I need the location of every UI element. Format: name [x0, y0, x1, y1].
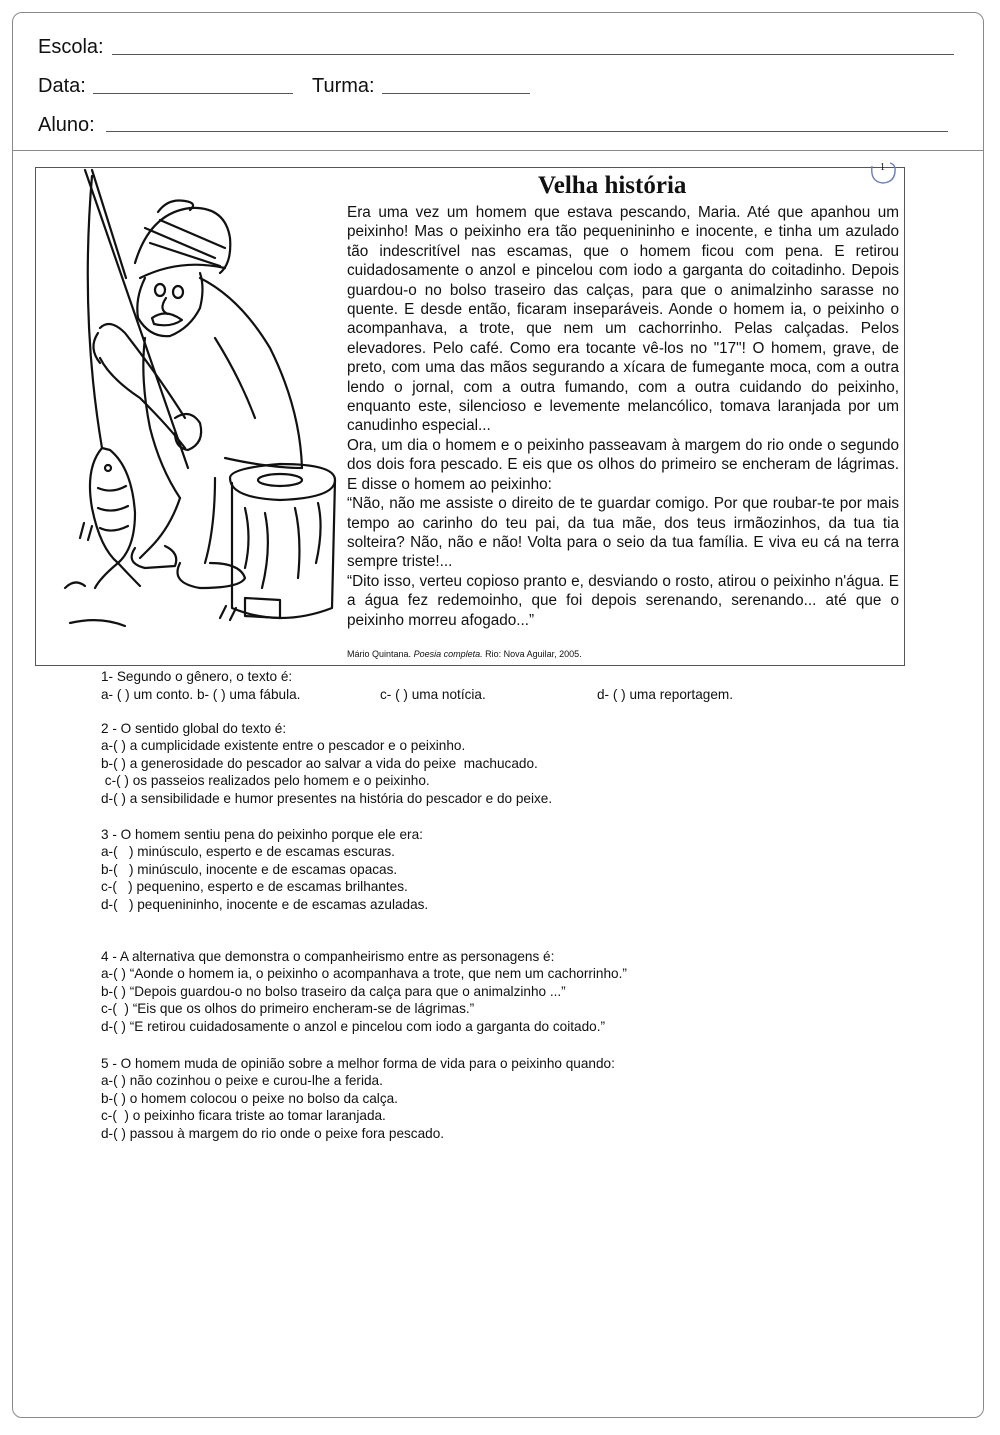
turma-field[interactable]: [382, 93, 530, 94]
aluno-field[interactable]: [106, 131, 948, 132]
question-1: [101, 668, 292, 685]
credit-publisher: Rio: Nova Aguilar, 2005.: [485, 649, 582, 659]
credit-author: Mário Quintana.: [347, 649, 412, 659]
question-option[interactable]: a-( ) a cumplicidade existente entre o pescador e o peixinho.: [101, 738, 466, 754]
question-5: [101, 1055, 615, 1142]
question-option[interactable]: c-( ) os passeios realizados pelo homem e o peixinho.: [101, 773, 430, 789]
question-prompt: 5 - O homem muda de opinião sobre a melhor forma de vida para o peixinho quando:: [101, 1056, 615, 1071]
question-option[interactable]: a-( ) não cozinhou o peixe e curou-lhe a ferida.: [101, 1073, 383, 1089]
question-prompt: 3 - O homem sentiu pena do peixinho porque ele era:: [101, 827, 423, 842]
question-option[interactable]: d-( ) passou à margem do rio onde o peixe fora pescado.: [101, 1125, 445, 1141]
question-option[interactable]: c-( ) o peixinho ficara triste ao tomar laranjada.: [101, 1108, 386, 1124]
question-option[interactable]: c-( ) “Eis que os olhos do primeiro encheram-se de lágrimas.”: [101, 1001, 475, 1017]
question-option[interactable]: b-( ) a generosidade do pescador ao salvar a vida do peixe machucado.: [101, 755, 538, 771]
question-option[interactable]: a-( ) minúsculo, esperto e de escamas escuras.: [101, 844, 395, 860]
story-paragraph: “Não, não me assiste o direito de te guardar comigo. Por que roubar-te por mais tempo ao carinho do teu pai, da tua mãe, dos teus irmãozinhos, da tua tia solteira? Não, não e não! Volta para o seio da tua família. E viva eu cá na terra sempre triste!...: [347, 495, 899, 571]
question-2: [101, 720, 552, 807]
story-paragraph: Ora, um dia o homem e o peixinho passeavam à margem do rio onde o segundo dos dois fora pescado. E eis que os olhos do primeiro se encheram de lágrimas. E disse o homem ao peixinho:: [347, 436, 899, 493]
credit-work: Poesia completa.: [413, 649, 483, 659]
story-text: [347, 203, 899, 630]
story-credit: [347, 649, 582, 659]
question-option[interactable]: d-( ) a sensibilidade e humor presentes na história do pescador e do peixe.: [101, 790, 553, 806]
question-prompt: 2 - O sentido global do texto é:: [101, 721, 287, 736]
escola-field[interactable]: [112, 54, 954, 55]
question-option[interactable]: b-( ) o homem colocou o peixe no bolso da calça.: [101, 1090, 398, 1106]
question-option[interactable]: c-( ) pequenino, esperto e de escamas brilhantes.: [101, 879, 408, 895]
fisherman-illustration: [40, 168, 340, 658]
question-prompt: 1- Segundo o gênero, o texto é:: [101, 669, 293, 684]
story-title: Velha história: [538, 172, 687, 199]
page-number: 1: [880, 162, 885, 173]
question-1-option-d[interactable]: d- ( ) uma reportagem.: [597, 687, 733, 702]
question-1-option-c[interactable]: c- ( ) uma notícia.: [380, 687, 486, 702]
turma-label: Turma:: [312, 75, 375, 97]
question-option[interactable]: b-( ) minúsculo, inocente e de escamas opacas.: [101, 861, 398, 877]
escola-label: Escola:: [38, 36, 104, 58]
question-option[interactable]: b-( ) “Depois guardou-o no bolso traseiro da calça para que o animalzinho ...”: [101, 983, 566, 999]
question-option[interactable]: d-( ) “E retirou cuidadosamente o anzol e pincelou com iodo a garganta do coitado.”: [101, 1018, 606, 1034]
question-1-option-ab[interactable]: a- ( ) um conto. b- ( ) uma fábula.: [101, 687, 301, 702]
story-paragraph: Era uma vez um homem que estava pescando, Maria. Até que apanhou um peixinho! Mas o peixinho era tão pequenininho e inocente, e tinha um azulado tão indescritível nas escamas, que o homem ficou com pena. E retirou cuidadosamente o anzol e pincelou com iodo a garganta do coitadinho. Depois guardou-o no bolso traseiro das calças, para que o animalzinho sarasse no quente. E desde então, ficaram inseparáveis. Aonde o homem ia, o peixinho o acompanhava, a trote, que nem um cachorrinho. Pelas calçadas. Pelos elevadores. Pelo café. Como era tocante vê-los no "17"! O homem, grave, de preto, com uma das mãos segurando a xícara de fumegante moca, com a outra lendo o jornal, com a outra fumando, com a outra cuidando do peixinho, enquanto este, silencioso e levemente melancólico, tomava laranjada por um canudinho especial...: [347, 204, 899, 435]
question-prompt: 4 - A alternativa que demonstra o companheirismo entre as personagens é:: [101, 949, 555, 964]
data-label: Data:: [38, 75, 86, 97]
question-3: [101, 826, 428, 913]
question-option[interactable]: d-( ) pequenininho, inocente e de escamas azuladas.: [101, 896, 429, 912]
data-field[interactable]: [93, 93, 293, 94]
header-divider: [12, 150, 984, 151]
page-number-badge: [868, 160, 898, 186]
story-paragraph: “Dito isso, verteu copioso pranto e, desviando o rosto, atirou o peixinho n'água. E a água fez redemoinho, que foi depois serenando, serenando... até que o peixinho morreu afogado...”: [347, 572, 899, 629]
aluno-label: Aluno:: [38, 114, 95, 136]
question-4: [101, 948, 627, 1035]
question-option[interactable]: a-( ) “Aonde o homem ia, o peixinho o acompanhava a trote, que nem um cachorrinho.”: [101, 966, 627, 982]
